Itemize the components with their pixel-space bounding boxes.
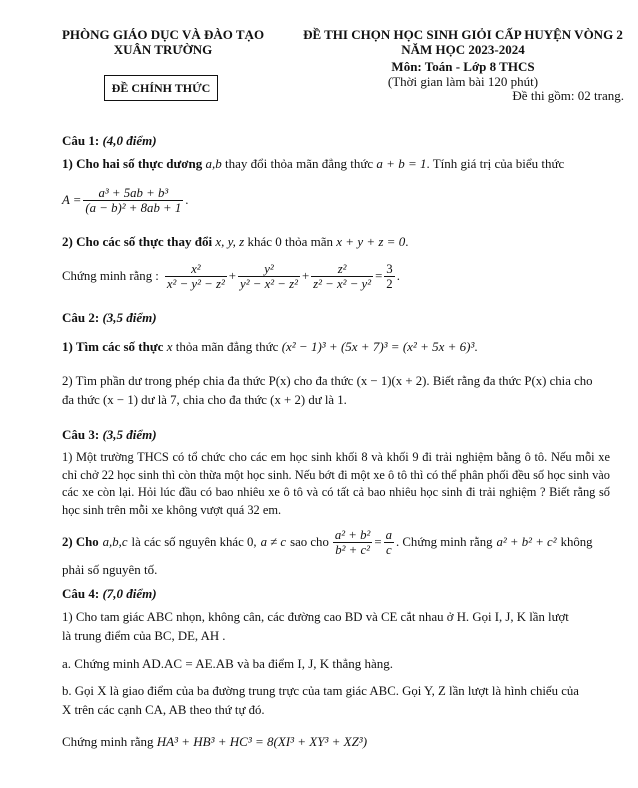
q1-part2: 2) Cho các số thực thay đổi x, y, z khác 0 thỏa mãn x + y + z = 0.	[62, 234, 409, 249]
q3-part2-vars: a,b,c	[102, 535, 128, 549]
q3-points: (3,5 điểm)	[102, 427, 157, 442]
q1-part1-text-b: thay đổi thỏa mãn đẳng thức	[224, 156, 374, 171]
q1-points: (4,0 điểm)	[102, 133, 157, 148]
q4-heading	[62, 586, 157, 602]
q1-f1-num: x²	[165, 262, 227, 277]
q1-part1-vars: a,b	[205, 156, 222, 171]
q1-part2-text-b: khác 0 thỏa mãn	[247, 234, 334, 249]
q3-part2-text-a: 2) Cho	[62, 535, 99, 549]
q2-part1-var: x	[166, 339, 173, 354]
department-name: PHÒNG GIÁO DỤC VÀ ĐÀO TẠO	[61, 27, 265, 42]
q1-part2-text-a: 2) Cho các số thực thay đổi	[62, 234, 213, 249]
q1-prove-label: Chứng minh rằng :	[62, 269, 159, 283]
exam-title: ĐỀ THI CHỌN HỌC SINH GIỎI CẤP HUYỆN VÒNG 2	[303, 27, 623, 42]
q3-f-num: a² + b²	[334, 528, 371, 542]
q1-expr-denominator: (a − b)² + 8ab + 1	[85, 201, 182, 215]
q3-rhs-fraction	[384, 528, 394, 557]
q3-part2-line2: phải số nguyên tố.	[62, 562, 158, 577]
q3-part2-row: 2) Cho a,b,c là các số nguyên khác 0, a ≠ c sao cho $\frac{\text{a² + b²}}{\text{b² + c²}}$ = $\frac{a}{c}$ . Chứng minh rằng a² + b² + c² không	[62, 528, 593, 557]
q1-f2-den: y² − x² − z²	[240, 277, 298, 291]
q2-part1-text-a: 1) Tìm các số thực	[62, 339, 164, 354]
q1-rhs-fraction	[384, 262, 394, 291]
q4-part-b-line2: X trên các cạnh CA, AB theo thứ tự đó.	[62, 703, 265, 717]
q4-part-b	[62, 682, 610, 720]
q4-title: Câu 4:	[62, 586, 100, 601]
q3-part2-text-c: sao cho	[290, 535, 329, 549]
q3-fraction	[333, 528, 373, 557]
q1-f2-num: y²	[238, 262, 300, 277]
q3-part2-text-e: không	[560, 535, 593, 549]
q4-part-b-line1: b. Gọi X là giao điểm của ba đường trung trực của tam giác ABC. Gọi Y, Z lần lượt là hình chiếu của	[62, 684, 579, 698]
q1-f1-den: x² − y² − z²	[166, 277, 225, 291]
q3-part2-expr: a² + b² + c²	[496, 535, 557, 549]
q2-part1-text-b: thỏa mãn đẳng thức	[175, 339, 279, 354]
district-name: XUÂN TRƯỜNG	[113, 42, 213, 57]
time-line: (Thời gian làm bài 120 phút)	[387, 74, 539, 89]
q1-part1-cond: a + b = 1	[376, 156, 427, 171]
q4-part-a: a. Chứng minh AD.AC = AE.AB và ba điểm I, J, K thẳng hàng.	[62, 656, 394, 671]
q1-expr-numerator: a³ + 5ab + b³	[83, 186, 183, 201]
q4-part1	[62, 608, 610, 646]
q1-rhs-den: 2	[386, 277, 393, 291]
q2-part1: 1) Tìm các số thực x thỏa mãn đẳng thức (x² − 1)³ + (5x + 7)³ = (x² + 5x + 6)³.	[62, 339, 478, 354]
q1-part1	[62, 156, 564, 172]
q1-prove-row: Chứng minh rằng : $\frac{\text{x²}}{\text{x² − y² − z²}}$ + $\frac{\text{y²}}{\text{y² − x² − z²}}$ + $\frac{\text{z²}}{\text{z² − x² − y²}}$ = $\frac{3}{2}$ .	[62, 262, 400, 291]
q2-title: Câu 2:	[62, 310, 100, 325]
q1-part1-text-a: 1) Cho hai số thực dương	[62, 156, 203, 171]
q2-part2-line1: 2) Tìm phần dư trong phép chia đa thức P(x) cho đa thức (x − 1)(x + 2). Biết rằng đa thức P(x) chia cho	[62, 374, 593, 388]
q3-title: Câu 3:	[62, 427, 100, 442]
q1-title: Câu 1:	[62, 133, 100, 148]
q2-points: (3,5 điểm)	[102, 310, 157, 325]
q2-part2-line2: đa thức (x − 1) dư là 7, chia cho đa thức (x + 2) dư là 1.	[62, 393, 347, 407]
q3-f-den: b² + c²	[335, 543, 370, 557]
q1-part1-text-c: . Tính giá trị của biểu thức	[426, 156, 565, 171]
q1-heading	[62, 133, 157, 149]
subject-line: Môn: Toán - Lớp 8 THCS	[391, 59, 535, 74]
q2-heading	[62, 310, 157, 326]
q3-heading	[62, 427, 157, 443]
q2-part2	[62, 372, 610, 410]
q2-part1-eq: (x² − 1)³ + (5x + 7)³ = (x² + 5x + 6)³	[281, 339, 475, 354]
q1-rhs-num: 3	[386, 262, 393, 276]
school-year: NĂM HỌC 2023-2024	[401, 42, 525, 57]
q1-fraction-2	[238, 262, 300, 291]
q3-part2-text-d: . Chứng minh rằng	[395, 535, 493, 549]
q3-rhs-den: c	[385, 543, 392, 557]
q1-expression: A = $\frac{\text{a³ + 5ab + b³}}{\text{(a − b)² + 8ab + 1}}$ .	[62, 186, 189, 215]
q4-points: (7,0 điểm)	[102, 586, 157, 601]
page-count: Đề thi gồm: 02 trang.	[512, 88, 624, 103]
q1-expr-fraction	[83, 186, 183, 215]
q1-f3-den: z² − x² − y²	[313, 277, 372, 291]
q1-part2-vars: x, y, z	[215, 234, 245, 249]
q4-part1-line1: 1) Cho tam giác ABC nhọn, không cân, các đường cao BD và CE cắt nhau ở H. Gọi I, J, K lần lượt	[62, 610, 569, 624]
q1-fraction-1	[165, 262, 227, 291]
q1-expr-lhs: A =	[62, 193, 82, 207]
q3-part2-cond: a ≠ c	[260, 535, 287, 549]
q1-f3-num: z²	[311, 262, 373, 277]
official-box: ĐỀ CHÍNH THỨC	[104, 75, 218, 101]
q3-part2-text-b: là các số nguyên khác 0,	[131, 535, 257, 549]
q4-part1-line2: là trung điểm của BC, DE, AH .	[62, 629, 226, 643]
q1-part2-cond: x + y + z = 0	[336, 234, 406, 249]
q3-part1: 1) Một trường THCS có tổ chức cho các em học sinh khối 8 và khối 9 đi trải nghiệm bằng ô tô. Nếu mỗi xe chỉ chở 22 học sinh thì còn thừa một học sinh. Nếu bớt đi một xe ô tô thì có thể phân phối đều số học sinh vào các xe còn lại. Hỏi lúc đầu có bao nhiêu xe ô tô và có tất cả bao nhiêu học sinh đi trải nghiệm ? Biết rằng số học sinh trên mỗi xe không vượt quá 32 em.	[62, 450, 610, 517]
q3-rhs-num: a	[385, 528, 392, 542]
q4-prove-eq: HA³ + HB³ + HC³ = 8(XI³ + XY³ + XZ³)	[156, 734, 368, 749]
q4-prove-row	[62, 734, 367, 750]
q4-prove-label: Chứng minh rằng	[62, 734, 154, 749]
q1-fraction-3	[311, 262, 373, 291]
